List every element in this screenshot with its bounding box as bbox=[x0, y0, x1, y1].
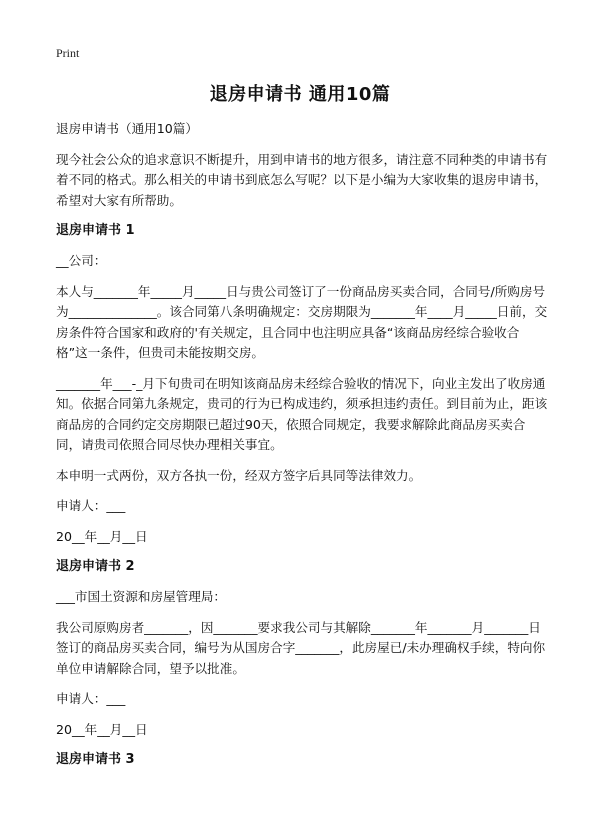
section-3-heading: 退房申请书 3 bbox=[56, 752, 135, 767]
section-1-paragraph-1: 本人与_______年_____月_____日与贵公司签订了一份商品房买卖合同，合同号/所购房号为______________。该合同第八条明确规定：交房期限为_______年____月_____日前，交房条件符合国家和政府的'有关规定，且合同中也注明应具备“该商品房经综合验收合格”这一条件，但贵司未能按期交房。 bbox=[56, 283, 548, 360]
intro-paragraph: 现今社会公众的追求意识不断提升，用到申请书的地方很多，请注意不同种类的申请书有着不同的格式。那么相关的申请书到底怎么写呢？以下是小编为大家收集的退房申请书，希望对大家有所帮助。 bbox=[56, 151, 548, 208]
subtitle: 退房申请书（通用10篇） bbox=[56, 121, 198, 136]
section-1-paragraph-3: 本申明一式两份，双方各执一份，经双方签字后具同等法律效力。 bbox=[56, 467, 422, 483]
section-1-date: 20__年__月__日 bbox=[56, 528, 148, 544]
section-1-applicant: 申请人：___ bbox=[56, 498, 126, 513]
section-2-heading: 退房申请书 2 bbox=[56, 559, 135, 574]
section-2-salutation: ___市国土资源和房屋管理局： bbox=[56, 589, 227, 604]
print-label[interactable]: Print bbox=[56, 46, 80, 60]
document-title: 退房申请书 通用10篇 bbox=[209, 84, 391, 105]
section-1-paragraph-2: _______年___-_月下旬贵司在明知该商品房未经综合验收的情况下，向业主发出了收房通知。依据合同第九条规定，贵司的行为已构成违约，须承担违约责任。到目前为止，距该商品房的合同约定交房期限已超过90天，依照合同规定，我要求解除此商品房买卖合同，请贵司依照合同尽快办理相关事宜。 bbox=[56, 375, 548, 452]
section-2-paragraph-1: 我公司原购房者_______，因_______要求我公司与其解除_______年_______月_______日签订的商品房买卖合同，编号为从国房合字_______，此房屋已/未办理确权手续，特向你单位申请解除合同，望予以批准。 bbox=[56, 619, 546, 676]
document-body bbox=[56, 119, 550, 780]
section-1-salutation: __公司： bbox=[56, 253, 107, 268]
section-2-applicant: 申请人：___ bbox=[56, 691, 126, 706]
section-2-date: 20__年__月__日 bbox=[56, 721, 148, 737]
section-1-heading: 退房申请书 1 bbox=[56, 223, 135, 238]
